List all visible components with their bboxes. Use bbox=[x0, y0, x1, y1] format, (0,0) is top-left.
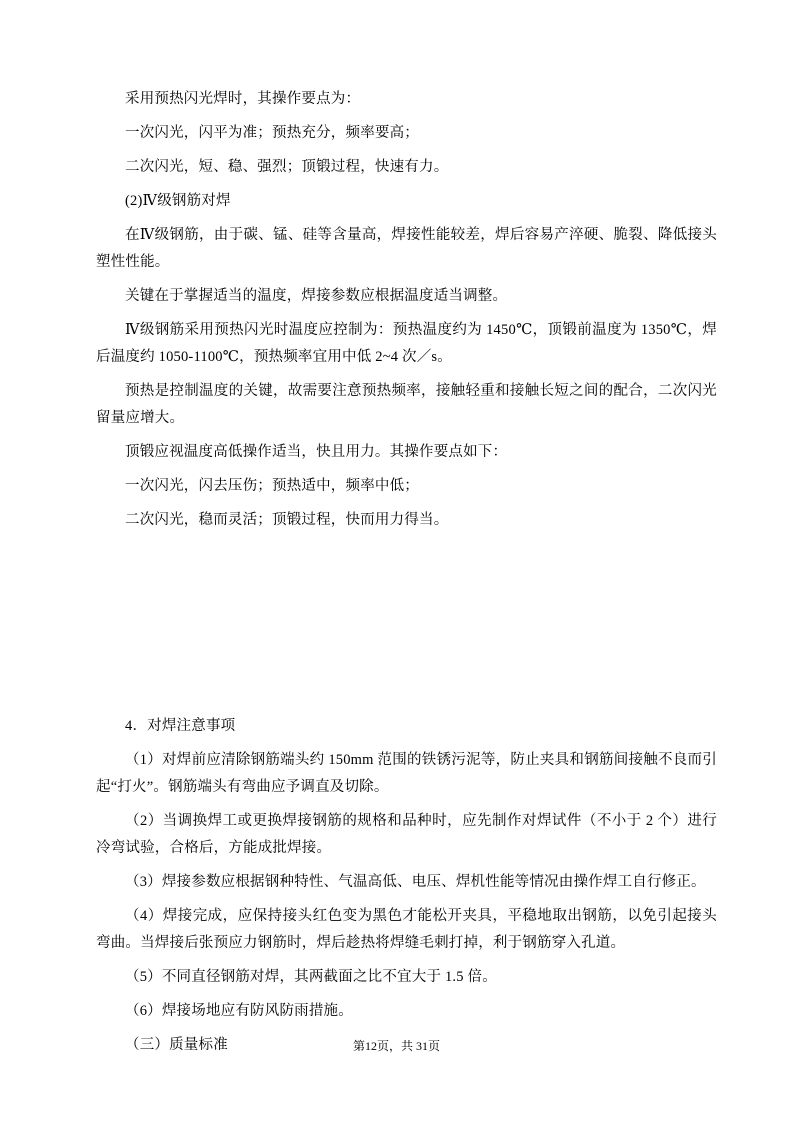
blank-space bbox=[96, 541, 717, 713]
paragraph: 一次闪光，闪去压伤；预热适中，频率中低； bbox=[125, 478, 419, 494]
paragraph: 二次闪光，短、稳、强烈；顶锻过程，快速有力。 bbox=[125, 159, 449, 175]
paragraph: （5）不同直径钢筋对焊，其两截面之比不宜大于 1.5 倍。 bbox=[125, 969, 497, 985]
section-heading: （三）质量标准 bbox=[125, 1037, 228, 1053]
paragraph: 在Ⅳ级钢筋，由于碳、锰、硅等含量高，焊接性能较差，焊后容易产淬硬、脆裂、降低接头塑性性能。 bbox=[96, 227, 717, 270]
paragraph: （4）焊接完成，应保持接头红色变为黑色才能松开夹具，平稳地取出钢筋，以免引起接头弯曲。当焊接后张预应力钢筋时，焊后趁热将焊缝毛刺打掉，利于钢筋穿入孔道。 bbox=[96, 908, 717, 951]
paragraph: 预热是控制温度的关键，故需要注意预热频率，接触轻重和接触长短之间的配合，二次闪光留量应增大。 bbox=[96, 383, 717, 426]
paragraph: 顶锻应视温度高低操作适当，快且用力。其操作要点如下： bbox=[125, 444, 508, 460]
paragraph: （1）对焊前应清除钢筋端头约 150mm 范围的铁锈污泥等，防止夹具和钢筋间接触不良而引起“打火”。钢筋端头有弯曲应予调直及切除。 bbox=[96, 752, 717, 795]
paragraph: Ⅳ级钢筋采用预热闪光时温度应控制为：预热温度约为 1450℃，顶锻前温度为 1350℃，焊后温度约 1050-1100℃，预热频率宜用中低 2~4 次／s。 bbox=[96, 322, 717, 365]
page-body bbox=[96, 86, 717, 1066]
paragraph: 采用预热闪光焊时，其操作要点为： bbox=[125, 91, 361, 107]
paragraph: 一次闪光，闪平为准；预热充分，频率要高； bbox=[125, 125, 419, 141]
paragraph: 关键在于掌握适当的温度，焊接参数应根据温度适当调整。 bbox=[125, 288, 508, 304]
section-subheading: (2)Ⅳ级钢筋对焊 bbox=[125, 193, 231, 209]
paragraph: （2）当调换焊工或更换焊接钢筋的规格和品种时，应先制作对焊试件（不小于 2 个）进行冷弯试验，合格后，方能成批焊接。 bbox=[96, 813, 717, 856]
paragraph: 二次闪光，稳而灵活；顶锻过程，快而用力得当。 bbox=[125, 512, 449, 528]
section-heading: 4．对焊注意事项 bbox=[125, 718, 236, 734]
paragraph: （6）焊接场地应有防风防雨措施。 bbox=[125, 1003, 353, 1019]
page-number-footer: 第12页，共 31页 bbox=[352, 1039, 440, 1053]
paragraph: （3）焊接参数应根据钢种特性、气温高低、电压、焊机性能等情况由操作焊工自行修正。 bbox=[125, 874, 706, 890]
